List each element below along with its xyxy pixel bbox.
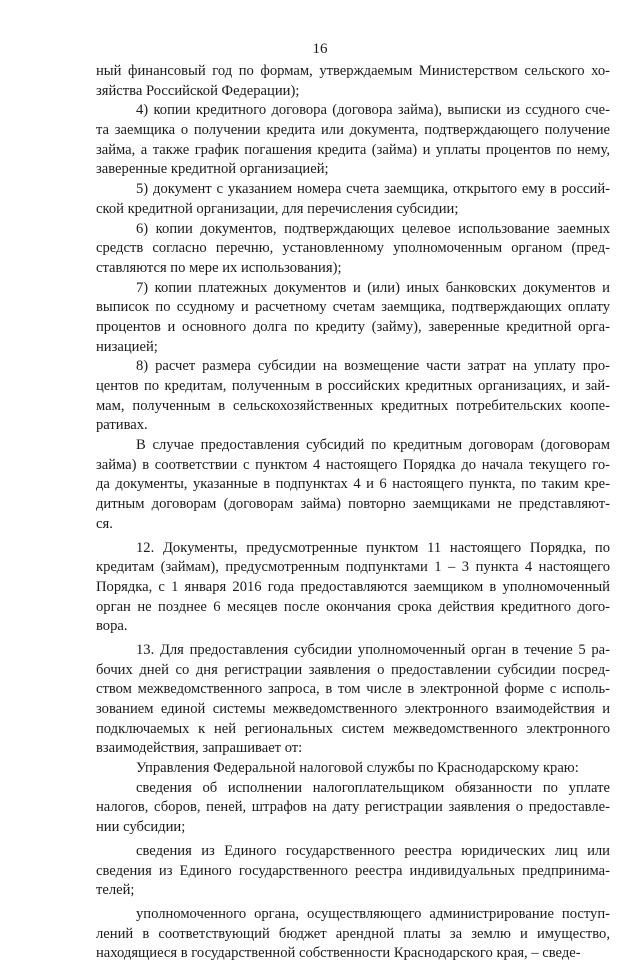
paragraph-fns-1	[96, 779, 610, 838]
text-line: ный финансовый год по формам, утверждаемым Министерством сельского хо-	[96, 63, 610, 79]
text-line: 6) копии документов, подтверждающих целевое использование заемных	[136, 220, 610, 237]
text-line: лений в соответствующий бюджет арендной платы за землю и имущество,	[96, 925, 610, 942]
text-line: дитным договорам (договорам займа) повторно заемщиками не представляют-	[96, 496, 610, 513]
text-line: 12. Документы, предусмотренные пунктом 11 настоящего Порядка, по	[136, 539, 610, 556]
text-line: кредитам (займам), предусмотренным подпунктами 1 – 3 пункта 4 настоящего	[96, 559, 610, 576]
text-line: мам, полученным в сельскохозяйственных кредитных потребительских коопе-	[96, 397, 610, 414]
text-line: телей;	[96, 882, 135, 899]
paragraph-item-5	[96, 180, 610, 219]
paragraph-item-7	[96, 279, 610, 358]
text-line: зяйства Российской Федерации);	[96, 82, 300, 99]
text-line: та заемщика о получении кредита или документа, подтверждающего получение	[96, 122, 610, 139]
text-line: ративах.	[96, 417, 148, 434]
text-line: центов по кредитам, полученным в российских кредитных организациях, и зай-	[96, 378, 610, 394]
text-line: процентов и основного долга по кредиту (займу), заверенные кредитной орга-	[96, 318, 610, 335]
text-line: взаимодействия, запрашивает от:	[96, 740, 303, 757]
paragraph-authority	[96, 905, 610, 964]
text-line: да документы, указанные в подпунктах 4 и 6 настоящего пункта, по таким кре-	[96, 476, 610, 493]
text-line: 7) копии платежных документов и (или) иных банковских документов и	[136, 279, 610, 296]
text-line: нии субсидии;	[96, 819, 186, 836]
text-line: находящиеся в государственной собственности Краснодарского края, – сведе-	[96, 945, 581, 962]
text-line: подключаемых к ней региональных систем межведомственного электронного	[96, 720, 610, 737]
text-line: зованием единой системы межведомственного электронного взаимодействия и	[96, 701, 610, 717]
page-number: 16	[312, 41, 328, 57]
text-line: ставляются по мере их использования);	[96, 259, 342, 276]
text-line: ся.	[96, 515, 113, 532]
text-line: средств согласно перечню, установленному уполномоченным органом (пред-	[96, 240, 610, 257]
text-line: орган не позднее 6 месяцев после окончания срока действия кредитного дого-	[96, 598, 610, 615]
text-line: налогов, сборов, пеней, штрафов на дату регистрации заявления о предоставле-	[96, 799, 610, 816]
text-line: выписок по ссудному и расчетному счетам заемщика, подтверждающих оплату	[96, 299, 610, 316]
text-line: низацией;	[96, 338, 158, 355]
document-body	[96, 62, 610, 964]
paragraph-fns-2	[96, 842, 610, 901]
text-line: Порядка, с 1 января 2016 года предоставляются заемщиком в уполномоченный	[96, 578, 610, 595]
text-line: вора.	[96, 618, 128, 635]
text-line: бочих дней со дня регистрации заявления о предоставлении субсидии посред-	[96, 661, 610, 678]
text-line: В случае предоставления субсидий по кредитным договорам (договорам	[136, 437, 610, 454]
text-line: заверенные кредитной организацией;	[96, 161, 329, 178]
text-line: сведения из Единого государственного реестра юридических лиц или	[136, 842, 610, 859]
paragraph-case	[96, 436, 610, 534]
paragraph-continuation	[96, 62, 610, 101]
paragraph-item-4	[96, 101, 610, 180]
text-line: займа) в соответствии с пунктом 4 настоящего Порядка до начала текущего го-	[96, 456, 610, 473]
text-line: 5) документ с указанием номера счета заемщика, открытого ему в россий-	[136, 181, 610, 198]
text-line: займа, а также график погашения кредита (займа) и уплаты процентов по нему,	[96, 141, 610, 158]
text-line: 13. Для предоставления субсидии уполномоченный орган в течение 5 ра-	[136, 641, 610, 658]
text-line: ством межведомственного запроса, в том числе в электронной форме с исполь-	[96, 681, 610, 698]
paragraph-item-6	[96, 220, 610, 279]
text-line: 8) расчет размера субсидии на возмещение части затрат на уплату про-	[136, 358, 610, 375]
text-line: сведения об исполнении налогоплательщиком обязанности по уплате	[136, 779, 610, 796]
paragraph-item-8	[96, 357, 610, 436]
paragraph-13	[96, 641, 610, 759]
text-line: ской кредитной организации, для перечисления субсидии;	[96, 200, 459, 217]
paragraph-12	[96, 539, 610, 637]
text-line: сведения из Единого государственного реестра индивидуальных предпринима-	[96, 862, 610, 879]
text-line: Управления Федеральной налоговой службы по Краснодарскому краю:	[136, 760, 579, 777]
text-line: уполномоченного органа, осуществляющего администрирование поступ-	[136, 905, 610, 922]
text-line: 4) копии кредитного договора (договора займа), выписки из ссудного сче-	[136, 102, 610, 119]
paragraph-fns	[96, 759, 610, 779]
